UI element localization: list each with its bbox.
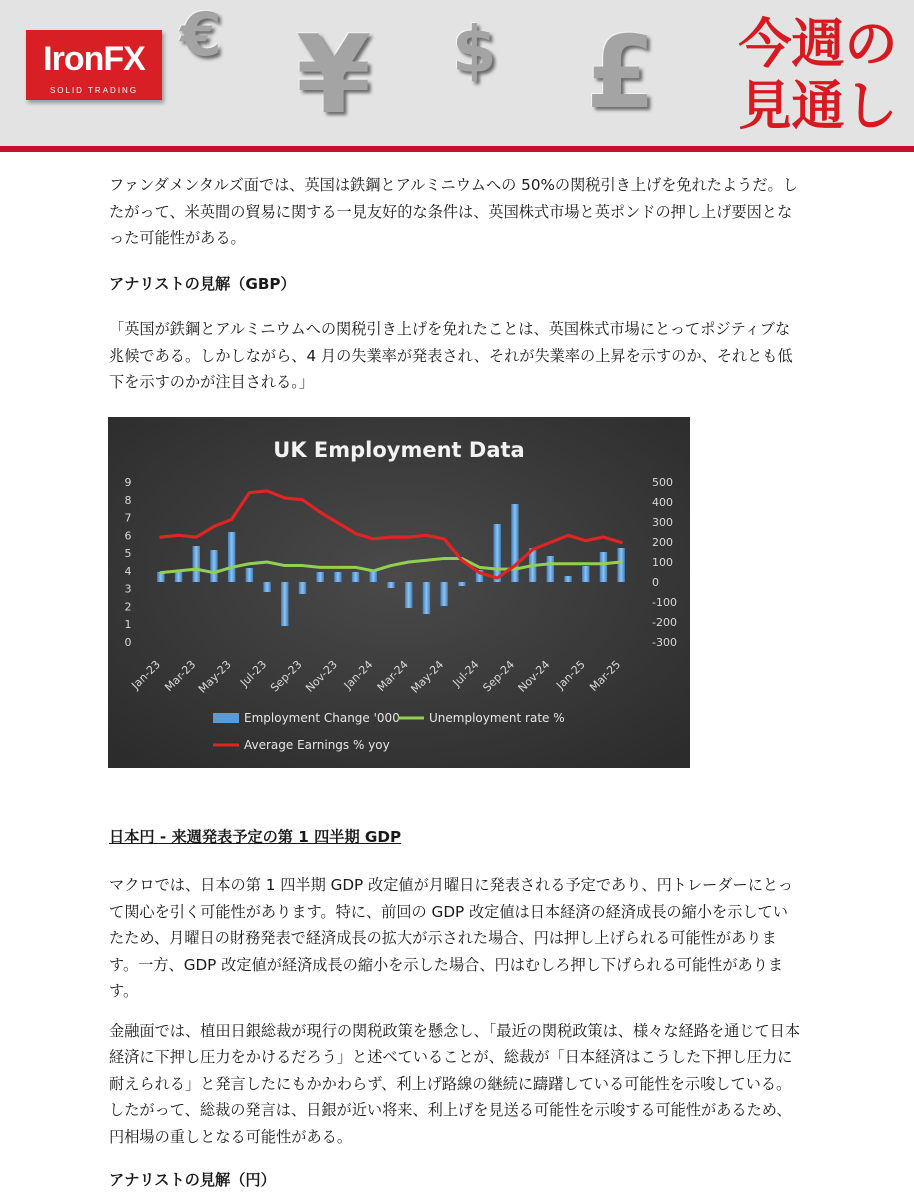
employment-change-bar [175,572,182,582]
ironfx-logo [26,30,162,100]
right-axis-tick-label: -100 [652,596,677,609]
left-axis-tick-label: 9 [124,476,132,489]
left-axis-tick-label: 1 [124,618,132,632]
x-axis-tick-label: Jul-23 [237,657,270,690]
x-axis-tick-label: Jan-24 [341,657,376,692]
employment-change-bar [387,582,394,588]
left-axis-tick-label: 5 [124,547,132,561]
x-axis-tick-label: Sep-24 [480,657,518,695]
pound-icon: £ [586,14,656,131]
logo-tagline: SOLID TRADING [49,86,139,95]
x-axis-tick-label: Jul-24 [450,657,482,690]
right-axis-tick-label: 0 [652,576,659,589]
left-axis-tick-label: 2 [124,600,132,614]
employment-change-bar [405,582,412,608]
left-axis-tick-label: 7 [124,511,132,525]
x-axis-tick-label: Mar-23 [162,657,199,695]
employment-change-bar [440,582,447,606]
x-axis-tick-label: Nov-24 [515,657,553,695]
x-axis-tick-label: Sep-23 [268,657,305,695]
employment-change-bar [246,568,253,582]
right-axis-tick-label: 300 [652,516,673,529]
right-axis-tick-label: 500 [652,476,673,489]
x-axis-tick-label: May-23 [195,657,234,696]
yen-icon: ¥ [296,13,372,138]
employment-change-bar [582,566,589,582]
right-axis-tick-label: 200 [652,536,673,549]
x-axis-tick-label: Jan-25 [553,657,588,692]
employment-change-bar [458,582,465,586]
left-axis-tick-label: 3 [124,582,132,596]
jp-paragraph-1: マクロでは、日本の第 1 四半期 GDP 改定値が月曜日に発表される予定であり、円トレーダーにとって関心を引く可能性があります。特に、前回の GDP 改定値は日本経済の経済成長の縮小を示していたため、月曜日の財務発表で経済成長の拡大が示された場合、円は押し上げられる可能性があります。一方、GDP 改定値が経済成長の縮小を示した場合、円はむしろ押し下げられる可能性があります。 [109,876,793,1000]
uk-employment-chart [108,417,690,768]
jp-section [109,872,801,1163]
left-axis-tick-label: 8 [124,493,132,507]
logo-name: IronFX [43,40,145,78]
right-axis-tick-label: -300 [652,636,677,649]
left-axis-tick-label: 6 [124,529,132,543]
headline [728,14,908,138]
employment-change-bar [210,550,217,582]
employment-change-bar [263,582,270,592]
employment-change-bar [494,524,501,582]
uk-analyst-quote: 「英国が鉄鋼とアルミニウムへの関税引き上げを免れたことは、英国株式市場にとってポジティブな兆候である。しかしながら、4 月の失業率が発表され、それが失業率の上昇を示すのか、それとも低下を示すのかが注目される。」 [109,320,793,391]
employment-change-bar [334,572,341,582]
left-axis-tick-label: 0 [124,636,132,649]
right-axis-tick-label: -200 [652,616,677,629]
headline-line-2: 見通し [738,76,898,137]
employment-change-bar [228,532,235,582]
dollar-icon: $ [452,14,497,88]
employment-change-bar [423,582,430,614]
employment-change-bar [547,556,554,582]
employment-change-bar [193,546,200,582]
legend-label: Unemployment rate % [429,711,565,725]
uk-paragraph: ファンダメンタルズ面では、英国は鉄鋼とアルミニウムへの 50%の関税引き上げを免れたようだ。したがって、米英間の貿易に関する一見友好的な条件は、英国株式市場と英ポンドの押し上げ要因となった可能性がある。 [109,176,798,247]
x-axis-tick-label: Mar-25 [587,657,624,695]
legend-label: Average Earnings % yoy [244,738,390,752]
employment-change-bar [352,572,359,582]
jp-analyst-heading: アナリストの見解（円） [109,1171,276,1189]
employment-change-bar [600,552,607,582]
employment-change-bar [281,582,288,626]
employment-change-bar [564,576,571,582]
chart-title: UK Employment Data [273,438,525,462]
x-axis-tick-label: Nov-23 [303,657,341,695]
legend-swatch-employment-change [213,713,239,723]
header-divider [0,146,914,152]
employment-change-bar [316,572,323,582]
jp-heading: 日本円 - 来週発表予定の第 1 四半期 GDP [109,828,402,846]
x-axis-tick-label: Jan-23 [129,657,163,692]
left-axis-tick-label: 4 [124,564,132,578]
headline-line-1: 今週の [738,14,898,75]
employment-change-bar [299,582,306,594]
right-axis-tick-label: 400 [652,496,673,509]
euro-icon: € [180,0,222,70]
employment-change-bar [617,548,624,582]
jp-paragraph-2: 金融面では、植田日銀総裁が現行の関税政策を懸念し、「最近の関税政策は、様々な経路を通じて日本経済に下押し圧力をかけるだろう」と述べていることが、総裁が「日本経済はこうした下押し圧力に耐えられる」と発言したにもかかわらず、利上げ路線の継続に躊躇している可能性を示唆している。したがって、総裁の発言は、日銀が近い将来、利上げを見送る可能性を示唆する可能性があるため、円相場の重しとなる可能性がある。 [109,1021,801,1146]
x-axis-tick-label: Mar-24 [374,657,411,695]
legend-label: Employment Change '000 [244,711,400,725]
x-axis-tick-label: May-24 [408,657,447,696]
uk-analyst-heading: アナリストの見解（GBP） [109,274,296,293]
chart-svg [108,417,690,768]
page-header [0,0,914,146]
right-axis-tick-label: 100 [652,556,673,569]
uk-section [109,172,801,396]
